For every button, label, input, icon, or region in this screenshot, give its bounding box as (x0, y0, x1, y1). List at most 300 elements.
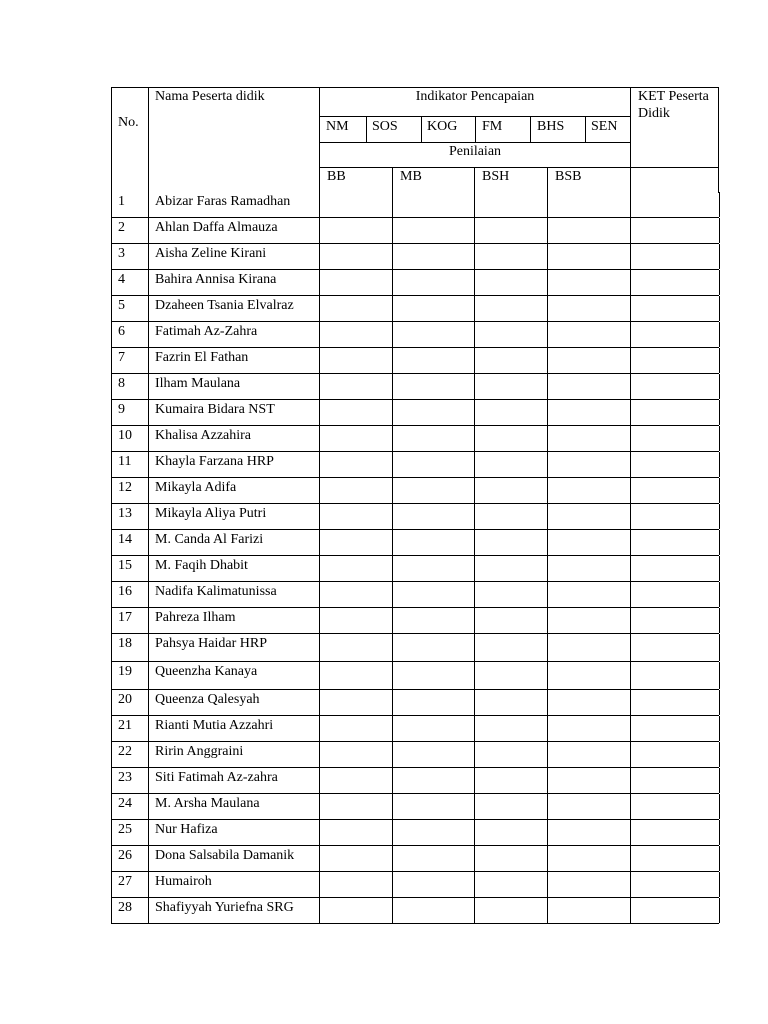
row-number-cell (111, 690, 149, 715)
table-row (111, 768, 719, 794)
header-indikator-label: Indikator Pencapaian (415, 89, 535, 104)
student-name: Dzaheen Tsania Elvalraz (155, 298, 294, 313)
row-number-cell (111, 582, 149, 607)
score-cell (547, 348, 631, 373)
table-row (111, 794, 719, 820)
row-number-cell (111, 504, 149, 529)
student-name: Mikayla Adifa (155, 480, 237, 495)
header-ket-label: KET Peserta Didik (638, 89, 709, 121)
student-name-cell (148, 270, 320, 295)
row-number-cell (111, 662, 149, 689)
row-number: 21 (118, 718, 132, 733)
score-cell (392, 296, 475, 321)
table-row (111, 478, 719, 504)
score-cell (319, 716, 393, 741)
table-row (111, 556, 719, 582)
score-cell (474, 872, 548, 897)
ket-cell (630, 270, 720, 295)
row-number: 13 (118, 506, 132, 521)
student-name: M. Canda Al Farizi (155, 532, 264, 547)
indicator-kog: KOG (427, 119, 458, 134)
score-cell (319, 218, 393, 243)
student-name-cell (148, 400, 320, 425)
table-row (111, 218, 719, 244)
row-number: 8 (118, 376, 125, 391)
score-cell (474, 530, 548, 555)
score-cell (319, 530, 393, 555)
row-number-cell (111, 296, 149, 321)
score-cell (547, 742, 631, 767)
ket-cell (630, 556, 720, 581)
table-row (111, 452, 719, 478)
score-cell (474, 556, 548, 581)
row-number: 19 (118, 664, 132, 679)
score-cell (547, 426, 631, 451)
student-name: Nur Hafiza (155, 822, 218, 837)
score-cell (319, 270, 393, 295)
score-cell (474, 608, 548, 633)
score-cell (319, 608, 393, 633)
score-cell (392, 742, 475, 767)
ket-cell (630, 716, 720, 741)
table-row (111, 582, 719, 608)
indicator-sen: SEN (591, 119, 618, 134)
score-cell (474, 582, 548, 607)
score-cell (547, 634, 631, 661)
score-cell (547, 244, 631, 269)
table-body (111, 192, 719, 924)
ket-cell (630, 504, 720, 529)
score-cell (474, 270, 548, 295)
score-cell (392, 270, 475, 295)
row-number: 17 (118, 610, 132, 625)
score-cell (319, 504, 393, 529)
score-cell (392, 794, 475, 819)
score-cell (547, 556, 631, 581)
table-row (111, 608, 719, 634)
score-cell (547, 794, 631, 819)
student-name-cell (148, 218, 320, 243)
score-cell (319, 192, 393, 217)
student-name: Mikayla Aliya Putri (155, 506, 267, 521)
score-cell (392, 218, 475, 243)
row-number-cell (111, 478, 149, 503)
table-row (111, 634, 719, 662)
student-name-cell (148, 820, 320, 845)
score-cell (392, 426, 475, 451)
score-cell (319, 296, 393, 321)
student-name-cell (148, 846, 320, 871)
student-name-cell (148, 452, 320, 477)
ket-cell (630, 634, 720, 661)
student-name-cell (148, 716, 320, 741)
row-number-cell (111, 898, 149, 923)
student-name: Ahlan Daffa Almauza (155, 220, 278, 235)
row-number-cell (111, 820, 149, 845)
indicator-sos: SOS (372, 119, 398, 134)
ket-cell (630, 374, 720, 399)
row-number-cell (111, 716, 149, 741)
score-bb: BB (327, 169, 346, 184)
score-cell (474, 400, 548, 425)
ket-cell (630, 296, 720, 321)
student-name-cell (148, 662, 320, 689)
score-bsh: BSH (482, 169, 510, 184)
score-cell (392, 400, 475, 425)
student-name-cell (148, 374, 320, 399)
score-cell (474, 742, 548, 767)
table-row (111, 244, 719, 270)
ket-cell (630, 794, 720, 819)
student-name: Siti Fatimah Az-zahra (155, 770, 278, 785)
student-name-cell (148, 296, 320, 321)
row-number-cell (111, 270, 149, 295)
ket-cell (630, 218, 720, 243)
score-cell (319, 742, 393, 767)
ket-cell (630, 400, 720, 425)
score-cell (547, 608, 631, 633)
table-row (111, 846, 719, 872)
student-name-cell (148, 742, 320, 767)
student-name-cell (148, 322, 320, 347)
score-cell (392, 192, 475, 217)
score-cell (319, 690, 393, 715)
score-cell (392, 872, 475, 897)
score-cell (547, 716, 631, 741)
table-row (111, 820, 719, 846)
score-cell (474, 846, 548, 871)
table-row (111, 348, 719, 374)
row-number-cell (111, 244, 149, 269)
score-cell (547, 582, 631, 607)
ket-column-divider (630, 87, 631, 193)
table-row (111, 426, 719, 452)
row-number: 3 (118, 246, 125, 261)
score-cell (319, 582, 393, 607)
score-cell (319, 872, 393, 897)
row-number: 27 (118, 874, 132, 889)
score-col-divider (392, 167, 393, 193)
score-cell (392, 768, 475, 793)
row-number-cell (111, 374, 149, 399)
table-row (111, 716, 719, 742)
row-number: 4 (118, 272, 125, 287)
score-cell (392, 608, 475, 633)
table-row (111, 400, 719, 426)
row-number-cell (111, 452, 149, 477)
score-cell (547, 898, 631, 923)
score-cell (319, 768, 393, 793)
row-number: 12 (118, 480, 132, 495)
row-number: 14 (118, 532, 132, 547)
indicator-col-divider (421, 116, 422, 142)
student-name: Pahsya Haidar HRP (155, 636, 267, 651)
score-cell (547, 218, 631, 243)
table-row (111, 690, 719, 716)
score-cell (319, 348, 393, 373)
score-cell (474, 218, 548, 243)
student-name: Khalisa Azzahira (155, 428, 252, 443)
ket-cell (630, 582, 720, 607)
student-name: Queenza Qalesyah (155, 692, 260, 707)
score-col-divider (474, 167, 475, 193)
score-cell (547, 400, 631, 425)
score-cell (392, 690, 475, 715)
student-name-cell (148, 872, 320, 897)
row-number: 26 (118, 848, 132, 863)
ket-cell (630, 426, 720, 451)
student-name-cell (148, 556, 320, 581)
row-number: 5 (118, 298, 125, 313)
score-cell (319, 634, 393, 661)
score-bsb: BSB (555, 169, 582, 184)
ket-cell (630, 872, 720, 897)
score-mb: MB (400, 169, 422, 184)
score-cell (474, 898, 548, 923)
score-cell (474, 348, 548, 373)
score-cell (547, 478, 631, 503)
student-name-cell (148, 192, 320, 217)
student-name-cell (148, 426, 320, 451)
score-divider-top (319, 167, 719, 168)
table-row (111, 872, 719, 898)
student-name: Kumaira Bidara NST (155, 402, 275, 417)
score-cell (474, 716, 548, 741)
score-cell (392, 452, 475, 477)
penilaian-divider-top (319, 142, 630, 143)
score-cell (547, 846, 631, 871)
row-number-cell (111, 794, 149, 819)
score-col-divider (547, 167, 548, 193)
indicator-col-divider (530, 116, 531, 142)
score-cell (547, 296, 631, 321)
table-row (111, 322, 719, 348)
indicator-fm: FM (482, 119, 503, 134)
score-cell (392, 846, 475, 871)
student-name: Shafiyyah Yuriefna SRG (155, 900, 294, 915)
student-name-cell (148, 898, 320, 923)
score-cell (392, 898, 475, 923)
score-cell (319, 322, 393, 347)
row-number: 25 (118, 822, 132, 837)
score-cell (474, 374, 548, 399)
student-name: Fatimah Az-Zahra (155, 324, 258, 339)
row-number: 16 (118, 584, 132, 599)
score-cell (547, 690, 631, 715)
table-row (111, 270, 719, 296)
student-name-cell (148, 690, 320, 715)
student-name-cell (148, 794, 320, 819)
student-name-cell (148, 504, 320, 529)
score-cell (547, 768, 631, 793)
row-number-cell (111, 426, 149, 451)
score-cell (319, 400, 393, 425)
row-number: 6 (118, 324, 125, 339)
student-name: M. Arsha Maulana (155, 796, 260, 811)
table-row (111, 742, 719, 768)
row-number: 18 (118, 636, 132, 651)
ket-cell (630, 820, 720, 845)
header-right-border (718, 87, 719, 193)
student-name: Ilham Maulana (155, 376, 241, 391)
row-number-cell (111, 192, 149, 217)
ket-cell (630, 690, 720, 715)
ket-cell (630, 898, 720, 923)
row-number: 24 (118, 796, 132, 811)
student-name: M. Faqih Dhabit (155, 558, 248, 573)
student-name: Dona Salsabila Damanik (155, 848, 295, 863)
table-row (111, 374, 719, 400)
header-no-label: No. (118, 115, 139, 130)
score-cell (319, 244, 393, 269)
score-cell (547, 192, 631, 217)
score-cell (547, 530, 631, 555)
student-name: Pahreza Ilham (155, 610, 236, 625)
score-cell (474, 504, 548, 529)
table-row (111, 898, 719, 924)
row-number-cell (111, 556, 149, 581)
row-number-cell (111, 608, 149, 633)
score-cell (319, 662, 393, 689)
ket-cell (630, 530, 720, 555)
score-cell (319, 794, 393, 819)
table-row (111, 192, 719, 218)
row-number: 9 (118, 402, 125, 417)
ket-cell (630, 244, 720, 269)
ket-cell (630, 452, 720, 477)
row-number: 11 (118, 454, 132, 469)
table-row (111, 296, 719, 322)
ket-cell (630, 478, 720, 503)
student-name: Nadifa Kalimatunissa (155, 584, 277, 599)
student-name: Rianti Mutia Azzahri (155, 718, 274, 733)
table-row (111, 504, 719, 530)
row-number: 23 (118, 770, 132, 785)
student-name-cell (148, 608, 320, 633)
row-number-cell (111, 530, 149, 555)
score-cell (474, 794, 548, 819)
row-number: 15 (118, 558, 132, 573)
student-name: Queenzha Kanaya (155, 664, 258, 679)
score-cell (547, 322, 631, 347)
student-name-cell (148, 634, 320, 661)
score-cell (547, 820, 631, 845)
score-cell (474, 820, 548, 845)
indicator-col-divider (585, 116, 586, 142)
score-cell (392, 348, 475, 373)
row-number-cell (111, 218, 149, 243)
score-cell (392, 322, 475, 347)
score-cell (474, 768, 548, 793)
score-cell (547, 504, 631, 529)
score-cell (392, 556, 475, 581)
score-cell (474, 478, 548, 503)
score-cell (547, 374, 631, 399)
student-name: Aisha Zeline Kirani (155, 246, 267, 261)
ket-cell (630, 846, 720, 871)
ket-cell (630, 742, 720, 767)
student-name-cell (148, 530, 320, 555)
row-number-cell (111, 400, 149, 425)
row-number: 7 (118, 350, 125, 365)
no-column-divider (148, 87, 149, 193)
header-name-label: Nama Peserta didik (155, 89, 265, 104)
score-cell (547, 452, 631, 477)
student-name: Ririn Anggraini (155, 744, 244, 759)
table-row (111, 530, 719, 556)
ket-cell (630, 768, 720, 793)
score-cell (319, 820, 393, 845)
table-row (111, 662, 719, 690)
row-number-cell (111, 768, 149, 793)
score-cell (392, 820, 475, 845)
row-number-cell (111, 742, 149, 767)
score-cell (319, 898, 393, 923)
score-cell (474, 452, 548, 477)
score-cell (474, 296, 548, 321)
score-cell (474, 426, 548, 451)
student-name: Humairoh (155, 874, 212, 889)
score-cell (319, 426, 393, 451)
row-number: 28 (118, 900, 132, 915)
score-cell (392, 662, 475, 689)
score-cell (547, 872, 631, 897)
row-number-cell (111, 634, 149, 661)
penilaian-label: Penilaian (448, 144, 502, 159)
score-cell (547, 270, 631, 295)
score-cell (319, 452, 393, 477)
ket-cell (630, 662, 720, 689)
score-cell (319, 374, 393, 399)
score-cell (474, 322, 548, 347)
student-name: Abizar Faras Ramadhan (155, 194, 291, 209)
score-cell (474, 634, 548, 661)
score-cell (474, 192, 548, 217)
ket-cell (630, 348, 720, 373)
score-cell (474, 690, 548, 715)
indicator-col-divider (475, 116, 476, 142)
ket-cell (630, 608, 720, 633)
score-cell (392, 478, 475, 503)
score-cell (392, 504, 475, 529)
row-number: 10 (118, 428, 132, 443)
score-cell (547, 662, 631, 689)
score-cell (319, 478, 393, 503)
row-number: 2 (118, 220, 125, 235)
header-top-border (111, 87, 719, 88)
header-left-border (111, 87, 112, 193)
student-name-cell (148, 582, 320, 607)
score-cell (319, 556, 393, 581)
score-cell (392, 374, 475, 399)
student-name-cell (148, 348, 320, 373)
student-name: Bahira Annisa Kirana (155, 272, 277, 287)
score-cell (474, 662, 548, 689)
student-name-cell (148, 768, 320, 793)
row-number-cell (111, 322, 149, 347)
ket-cell (630, 322, 720, 347)
student-name: Khayla Farzana HRP (155, 454, 274, 469)
score-cell (392, 716, 475, 741)
score-cell (319, 846, 393, 871)
row-number-cell (111, 872, 149, 897)
score-cell (392, 582, 475, 607)
table-header (0, 0, 768, 193)
row-number: 1 (118, 194, 125, 209)
student-name-cell (148, 478, 320, 503)
score-cell (474, 244, 548, 269)
score-cell (392, 634, 475, 661)
